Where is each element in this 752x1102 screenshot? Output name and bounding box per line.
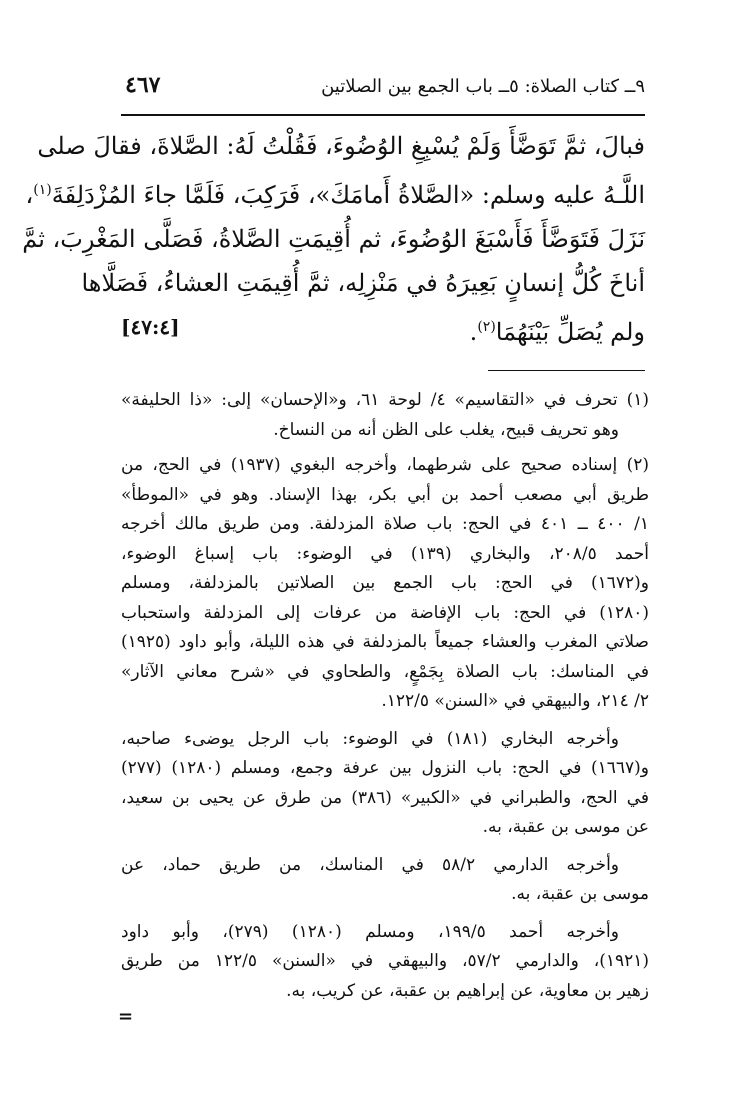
footnote-line: و(١٦٦٧) في الحج: باب النزول بين عرفة وجمع، ومسلم (١٢٨٠) (٢٧٧) (121, 758, 649, 778)
header-rule (121, 114, 645, 116)
footnote-line: ١/ ٤٠٠ ــ ٤٠١ في الحج: باب صلاة المزدلفة. ومن طريق مالك أخرجه (121, 514, 649, 534)
continuation-mark: = (118, 1006, 134, 1027)
footnote-line: موسى بن عقبة، به. (511, 884, 649, 904)
footnote-paragraph (121, 725, 649, 843)
main-line-1: فبالَ، ثمَّ تَوَضَّأَ وَلَمْ يُسْبِغِ الوُضُوءَ، فَقُلْتُ لَهُ: الصَّلاةَ، فقالَ صلى (37, 132, 645, 160)
footnote-line: أحمد ٢٠٨/٥، والبخاري (١٣٩) في الوضوء: باب إسباغ الوضوء، (121, 543, 650, 564)
footnote-number: (٢) (626, 455, 650, 475)
footnote-line: في الحج، والطبراني في «الكبير» (٣٨٦) من طرق عن يحيى بن سعيد، (121, 787, 649, 808)
footnote-2 (121, 451, 649, 1006)
page-number: ٤٦٧ (125, 72, 161, 98)
main-line-2: اللَّـهُ عليه وسلم: «الصَّلاةُ أَمامَكَ»، فَرَكِبَ، فَلَمَّا جاءَ المُزْدَلِفَةَ$^{(١)}$، (25, 181, 645, 209)
footnote-ref-2[interactable]: (٢) (477, 319, 496, 335)
footnote-line: ٢/ ٢١٤، والبيهقي في «السنن» ١٢٢/٥. (381, 691, 649, 711)
footnotes (121, 386, 649, 1012)
page-header (121, 72, 645, 108)
footnote-ref-1[interactable]: (١) (33, 182, 52, 198)
footnote-line: (١) تحرف في «التقاسيم» ٤/ لوحة ٦١، و«الإحسان» إلى: «ذا الحليفة» (121, 390, 649, 410)
running-title: ٩ــ كتاب الصلاة: ٥ــ باب الجمع بين الصلاتين (321, 76, 645, 97)
footnote-line: زهير بن معاوية، عن إبراهيم بن عقبة، عن كريب، به. (286, 980, 649, 1001)
main-text (22, 124, 645, 354)
main-line-5: ولم يُصَلِّ بَيْنَهُمَا$^{(٢)}$. [٤٧:٤] (121, 305, 645, 354)
footnote-paragraph (121, 851, 649, 910)
footnote-line: (١٢٨٠) في الحج: باب الإفاضة من عرفات إلى المزدلفة واستحباب (121, 602, 649, 623)
main-line-3: نَزَلَ فَتَوَضَّأَ فَأَسْبَغَ الوُضُوءَ، ثم أُقِيمَتِ الصَّلاةُ، فَصَلَّى المَغْرِبَ، ثمَّ (22, 225, 645, 253)
main-line-4: أناخَ كُلُّ إنسانٍ بَعِيرَهُ في مَنْزِلِه، ثمَّ أُقِيمَتِ العشاءُ، فَصَلَّاها (81, 269, 645, 297)
footnote-line: عن موسى بن عقبة، به. (482, 817, 649, 837)
footnote-line: (١٩٢١)، والدارمي ٥٧/٢، والبيهقي في «السنن» ١٢٢/٥ من طريق (121, 951, 649, 971)
footnote-paragraph (121, 918, 649, 1007)
footnote-line: صلاتي المغرب والعشاء جميعاً بالمزدلفة في هذه الليلة، وأبو داود (١٩٢٥) (121, 632, 649, 652)
footnote-paragraph (121, 451, 649, 717)
footnote-line: طريق أبي مصعب أحمد بن أبي بكر، بهذا الإسناد. وهو في «الموطأ» (121, 484, 649, 505)
footnote-line: وهو تحريف قبيح، يغلب على الظن أنه من النساخ. (273, 419, 619, 440)
footnote-1 (121, 386, 649, 445)
footnote-number: (١) (626, 390, 649, 410)
footnote-rule (488, 370, 645, 371)
footnote-line: (٢) إسناده صحيح على شرطهما، وأخرجه البغوي (١٩٣٧) في الحج، من (121, 455, 650, 475)
footnote-line: و(١٦٧٢) في الحج: باب الجمع بين الصلاتين بالمزدلفة، ومسلم (121, 573, 649, 593)
footnote-line: وأخرجه البخاري (١٨١) في الوضوء: باب الرجل يوضىء صاحبه، (121, 728, 619, 749)
hadith-reference: [٤٧:٤] (121, 315, 180, 339)
footnote-line: وأخرجه أحمد ١٩٩/٥، ومسلم (١٢٨٠) (٢٧٩)، وأبو داود (121, 921, 619, 942)
footnote-line: في المناسك: باب الصلاة بِجَمْعٍ، والطحاوي في «شرح معاني الآثار» (121, 661, 649, 682)
footnote-line: وأخرجه الدارمي ٥٨/٢ في المناسك، من طريق حماد، عن (121, 854, 620, 875)
